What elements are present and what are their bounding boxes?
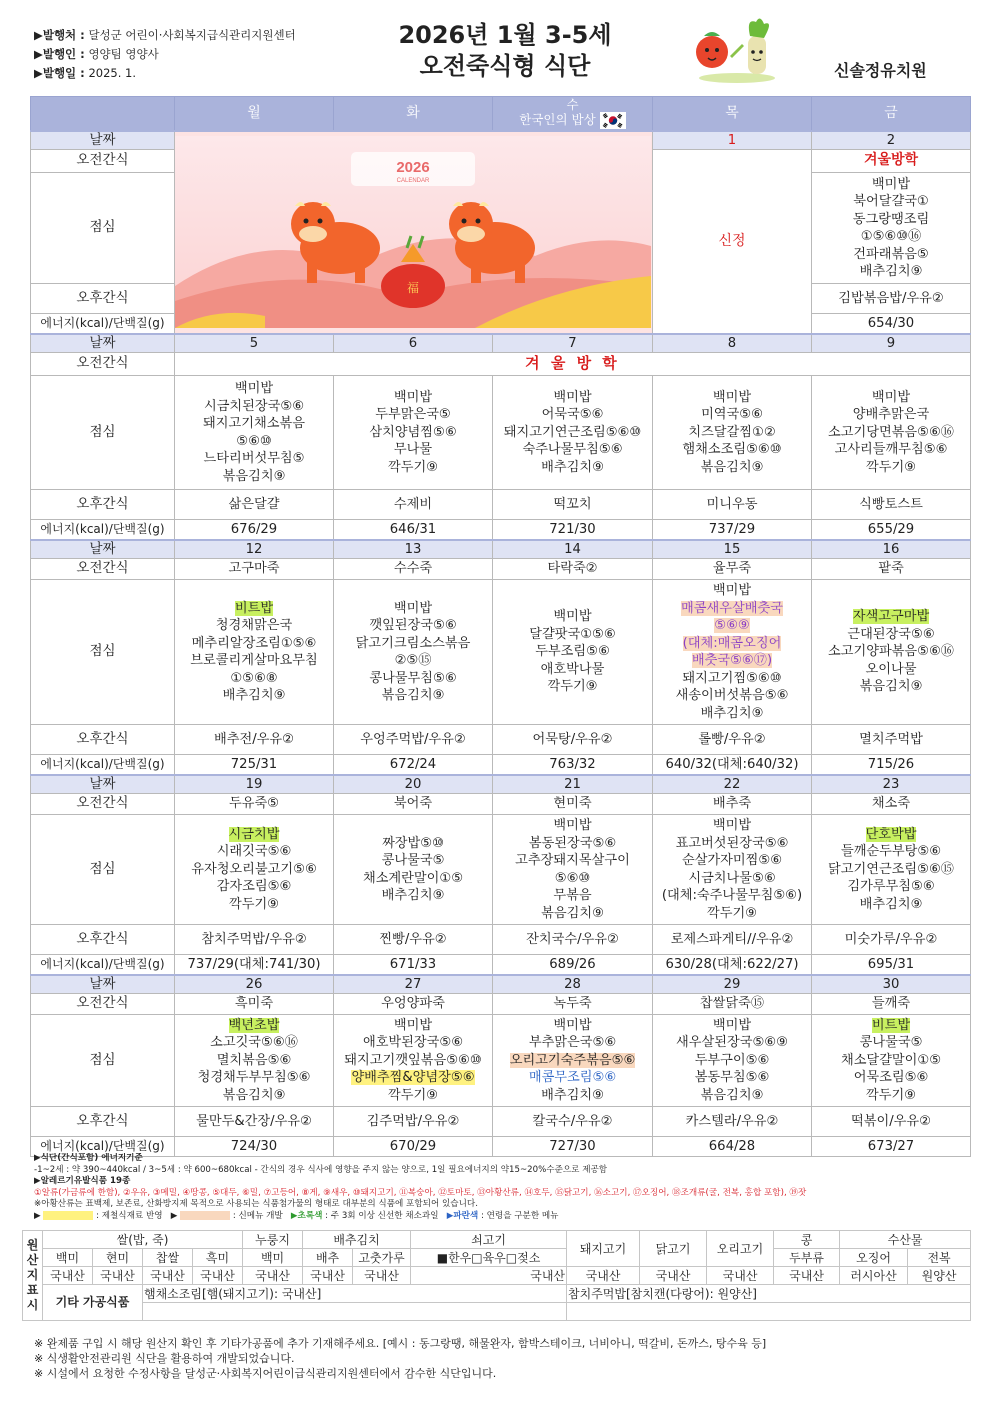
am-snack-cell: 두유죽⑤ [175, 794, 334, 815]
lunch-cell: 백미밥 부추맑은국⑤⑥ 오리고기숙주볶음⑤⑥ 매콤무조림⑤⑥ 배추김치⑨ [493, 1015, 653, 1107]
date-cell: 23 [812, 775, 971, 794]
lunch-cell: 백미밥 어묵국⑤⑥ 돼지고기연근조림⑤⑥⑩ 숙주나물무침⑤⑥ 배추김치⑨ [493, 376, 653, 490]
date-cell: 20 [334, 775, 493, 794]
day-tue: 화 [334, 97, 493, 131]
am-snack-cell: 찹쌀닭죽⑮ [653, 994, 812, 1015]
energy-cell: 727/30 [493, 1137, 653, 1157]
issue-date: 2025. 1. [88, 66, 136, 80]
am-snack-cell: 배추죽 [653, 794, 812, 815]
pm-snack-cell: 로제스파게티//우유② [653, 925, 812, 955]
day-mon: 월 [175, 97, 334, 131]
date-cell: 2 [812, 131, 971, 150]
lunch-cell: 백미밥 미역국⑤⑥ 치즈달갈찜①② 햄채소조림⑤⑥⑩ 볶음김치⑨ [653, 376, 812, 490]
am-snack-cell: 율무죽 [653, 559, 812, 580]
energy-cell: 664/28 [653, 1137, 812, 1157]
publisher: 달성군 어린이·사회복지급식관리지원센터 [88, 28, 296, 42]
cow-calendar-illustration [175, 136, 651, 328]
pm-snack-cell: 삶은달걀 [175, 490, 334, 520]
pm-snack-cell: 배추전/우유② [175, 725, 334, 755]
energy-cell: 763/32 [493, 755, 653, 775]
energy-cell: 676/29 [175, 520, 334, 540]
pm-snack-cell: 미숫가루/우유② [812, 925, 971, 955]
am-snack-cell: 우엉양파죽 [334, 994, 493, 1015]
holiday-newyear: 신정 [653, 150, 812, 334]
pm-snack-cell: 김밥볶음밥/우유② [812, 284, 971, 314]
date-cell: 28 [493, 975, 653, 994]
lunch-cell: 백미밥 북어달걀국① 동그랑땡조림 ①⑤⑥⑩⑯ 건파래볶음⑤ 배추김치⑨ [812, 173, 971, 284]
energy-cell: 673/27 [812, 1137, 971, 1157]
am-snack-cell: 타락죽② [493, 559, 653, 580]
am-snack-cell: 팥죽 [812, 559, 971, 580]
pm-snack-cell: 롤빵/우유② [653, 725, 812, 755]
energy-cell: 715/26 [812, 755, 971, 775]
svg-text:福: 福 [406, 281, 420, 295]
lunch-cell: 백미밥 두부맑은국⑤ 삼치양념찜⑤⑥ 무나물 깍두기⑨ [334, 376, 493, 490]
date-cell: 7 [493, 334, 653, 353]
energy-cell: 737/29 [653, 520, 812, 540]
am-snack-cell: 녹두죽 [493, 994, 653, 1015]
am-snack-cell: 채소죽 [812, 794, 971, 815]
pm-snack-cell: 어묵탕/우유② [493, 725, 653, 755]
energy-cell: 671/33 [334, 955, 493, 975]
date-cell: 30 [812, 975, 971, 994]
pm-snack-cell: 칼국수/우유② [493, 1107, 653, 1137]
pm-snack-cell: 카스텔라/우유② [653, 1107, 812, 1137]
energy-cell: 646/31 [334, 520, 493, 540]
energy-cell: 737/29(대체:741/30) [175, 955, 334, 975]
vegetable-mascot-icon [690, 16, 785, 84]
lunch-cell: 비트밥 청경채맑은국 메추리알장조림①⑤⑥ 브로콜리게살마요무침 ①⑤⑥⑧ 배추김치⑨ [175, 580, 334, 725]
pm-snack-cell: 찐빵/우유② [334, 925, 493, 955]
pm-snack-cell: 떡꼬치 [493, 490, 653, 520]
date-cell: 29 [653, 975, 812, 994]
lunch-cell: 짜장밥⑤⑩ 콩나물국⑤ 채소계란말이①⑤ 배추김치⑨ [334, 815, 493, 925]
date-cell: 9 [812, 334, 971, 353]
lunch-cell: 백년초밥 소고깃국⑤⑥⑯ 멸치볶음⑤⑥ 청경채두부무침⑤⑥ 볶음김치⑨ [175, 1015, 334, 1107]
energy-cell: 689/26 [493, 955, 653, 975]
swatch-yellow [43, 1211, 93, 1220]
date-cell: 12 [175, 540, 334, 559]
lunch-cell: 시금치밥 시래깃국⑤⑥ 유자청오리불고기⑤⑥ 감자조림⑤⑥ 깍두기⑨ [175, 815, 334, 925]
energy-cell: 640/32(대체:640/32) [653, 755, 812, 775]
date-cell: 8 [653, 334, 812, 353]
school-name: 신솔정유치원 [834, 61, 927, 80]
date-cell: 27 [334, 975, 493, 994]
am-snack-cell: 수수죽 [334, 559, 493, 580]
date-cell: 26 [175, 975, 334, 994]
lunch-cell: 백미밥 새우살된장국⑤⑥⑨ 두부구이⑤⑥ 봄동무침⑤⑥ 볶음김치⑨ [653, 1015, 812, 1107]
swatch-orange [180, 1211, 230, 1220]
menu-notes: ▶식단(간식포함) 에너지기준 -1~2세 : 약 390~440kcal / 3~5세 : 약 600~680kcal - 간식의 경우 식사에 영향을 주지 않는 양으로, 1일 필요에너지의 약15~20%수준으로 제공함 ▶알레르기유발식품 19종 ①알류(가금류에 한함), ②우유, ③메밀, ④땅콩, ⑤대두, ⑥밀, ⑦고등어, ⑧게, ⑨새우, ⑩돼지고기, ⑪복숭아, ⑫토마토, ⑬아황산류, ⑭호두, ⑮닭고기, ⑯소고기, ⑰오징어, ⑱조개류(굴, 전복, 홍합 포함), ⑲잣 ※아황산류는 표백제, 보존료, 산화방지제 목적으로 사용되는 식품첨가물의 형태로 대부분의 식품에 포함되어 있습니다. ▶ : 제철식재료 반영 ▶ : 신메뉴 개발 ▶초록색 : 주 3회 이상 신선한 채소과일 ▶파란색 : 연령을 구분한 메뉴 [34, 1153, 969, 1223]
energy-cell: 654/30 [812, 314, 971, 334]
lunch-cell: 백미밥 애호박된장국⑤⑥ 돼지고기깻잎볶음⑤⑥⑩ 양배추찜&양념장⑤⑥ 깍두기⑨ [334, 1015, 493, 1107]
pm-snack-cell: 물만두&간장/우유② [175, 1107, 334, 1137]
energy-cell: 721/30 [493, 520, 653, 540]
pm-snack-cell: 수제비 [334, 490, 493, 520]
day-fri: 금 [812, 97, 971, 131]
publish-info: ▶발행처 : 달성군 어린이·사회복지급식관리지원센터 ▶발행인 : 영양팀 영양사 ▶발행일 : 2025. 1. [34, 28, 296, 80]
lunch-cell: 백미밥 봄동된장국⑤⑥ 고추장돼지목살구이 ⑤⑥⑩ 무볶음 볶음김치⑨ [493, 815, 653, 925]
date-cell: 5 [175, 334, 334, 353]
origin-title: 원산지표시 [23, 1231, 43, 1321]
date-cell: 1 [653, 131, 812, 150]
pm-snack-cell: 김주먹밥/우유② [334, 1107, 493, 1137]
date-cell: 22 [653, 775, 812, 794]
date-cell: 13 [334, 540, 493, 559]
winter-break-label: 겨울방학 [812, 150, 971, 173]
menu-table: 월 화 수 한국인의 밥상 목 금 날짜 2026 CALENDAR 福 1 2 오전간식 신정 겨울방학 점심 백미밥 북어달걀국① 동그랑땡조림 ①⑤⑥⑩⑯ 건파래볶음⑤ 배추김치⑨ 오후간식 김밥볶음밥/우유② 에너지(kcal)/단백질(g) 654/30 날짜 5 6 7 8 9 오전간식 겨 울 방 학 점심 백미밥 시금치된장국⑤⑥ 돼지고기채소볶음 ⑤⑥⑩ 느타리버섯무침⑤ 볶음김치⑨ 백미밥 두부맑은국⑤ 삼치양념찜⑤⑥ 무나물 깍두기⑨ 백미밥 어묵국⑤⑥ 돼지고기연근조림⑤⑥⑩ 숙주나물무침⑤⑥ 배추김치⑨ 백미밥 미역국⑤⑥ 치즈달갈찜①② 햄채소조림⑤⑥⑩ 볶음김치⑨ 백미밥 양배추맑은국 소고기당면볶음⑤⑥⑯ 고사리들깨무침⑤⑥ 깍두기⑨ 오후간식 삶은달걀 수제비 떡꼬치 미니우동 식빵토스트 에너지(kcal)/단백질(g) 676/29 646/31 721/30 737/29 655/29 날짜 12 13 14 15 16 오전간식 고구마죽 수수죽 타락죽② 율무죽 팥죽 점심 비트밥 청경채맑은국 메추리알장조림①⑤⑥ 브로콜리게살마요무침 ①⑤⑥⑧ 배추김치⑨ 백미밥 깻잎된장국⑤⑥ 닭고기크림소스볶음 ②⑤⑮ 콩나물무침⑤⑥ 볶음김치⑨ 백미밥 달걀팟국①⑤⑥ 두부조림⑤⑥ 애호박나물 깍두기⑨ 백미밥 매콤새우살배춧국 ⑤⑥⑨ (대체:매콤오징어 배춧국⑤⑥⑰) 돼지고기찜⑤⑥⑩ 새송이버섯볶음⑤⑥ 배추김치⑨ 자색고구마밥 근대된장국⑤⑥ 소고기양파볶음⑤⑥⑯ 오이나물 볶음김치⑨ 오후간식 배추전/우유② 우엉주먹밥/우유② 어묵탕/우유② 롤빵/우유② 멸치주먹밥 에너지(kcal)/단백질(g) 725/31 672/24 763/32 640/32(대체:640/32) 715/26 날짜 19 20 21 22 23 오전간식 두유죽⑤ 북어죽 현미죽 배추죽 채소죽 점심 시금치밥 시래깃국⑤⑥ 유자청오리불고기⑤⑥ 감자조림⑤⑥ 깍두기⑨ 짜장밥⑤⑩ 콩나물국⑤ 채소계란말이①⑤ 배추김치⑨ 백미밥 봄동된장국⑤⑥ 고추장돼지목살구이 ⑤⑥⑩ 무볶음 볶음김치⑨ 백미밥 표고버섯된장국⑤⑥ 순살가자미찜⑤⑥ 시금치나물⑤⑥ (대체:숙주나물무침⑤⑥) 깍두기⑨ 단호박밥 들깨순두부탕⑤⑥ 닭고기연근조림⑤⑥⑮ 김가루무침⑤⑥ 배추김치⑨ 오후간식 참치주먹밥/우유② 찐빵/우유② 잔치국수/우유② 로제스파게티//우유② 미숫가루/우유② 에너지(kcal)/단백질(g) 737/29(대체:741/30) 671/33 689/26 630/28(대체:622/27) 695/31 날짜 26 27 28 29 30 오전간식 흑미죽 우엉양파죽 녹두죽 찹쌀닭죽⑮ 들깨죽 점심 백년초밥 소고깃국⑤⑥⑯ 멸치볶음⑤⑥ 청경채두부무침⑤⑥ 볶음김치⑨ 백미밥 애호박된장국⑤⑥ 돼지고기깻잎볶음⑤⑥⑩ 양배추찜&양념장⑤⑥ 깍두기⑨ 백미밥 부추맑은국⑤⑥ 오리고기숙주볶음⑤⑥ 매콤무조림⑤⑥ 배추김치⑨ 백미밥 새우살된장국⑤⑥⑨ 두부구이⑤⑥ 봄동무침⑤⑥ 볶음김치⑨ 비트밥 콩나물국⑤ 채소달걀말이①⑤ 어묵조림⑤⑥ 깍두기⑨ 오후간식 물만두&간장/우유② 김주먹밥/우유② 칼국수/우유② 카스텔라/우유② 떡볶이/우유② 에너지(kcal)/단백질(g) 724/30 670/29 727/30 664/28 673/27 [30, 96, 971, 1157]
energy-cell: 670/29 [334, 1137, 493, 1157]
allergen-list: ①알류(가금류에 한함), ②우유, ③메밀, ④땅콩, ⑤대두, ⑥밀, ⑦고등어, ⑧게, ⑨새우, ⑩돼지고기, ⑪복숭아, ⑫토마토, ⑬아황산류, ⑭호두, ⑮닭고기, ⑯소고기, ⑰오징어, ⑱조개류(굴, 전복, 홍합 포함), ⑲잣 [34, 1187, 807, 1198]
am-snack-cell: 흑미죽 [175, 994, 334, 1015]
date-cell: 14 [493, 540, 653, 559]
lunch-cell: 백미밥 매콤새우살배춧국 ⑤⑥⑨ (대체:매콤오징어 배춧국⑤⑥⑰) 돼지고기찜⑤⑥⑩ 새송이버섯볶음⑤⑥ 배추김치⑨ [653, 580, 812, 725]
winter-break-banner: 겨 울 방 학 [175, 353, 971, 376]
date-cell: 15 [653, 540, 812, 559]
day-thu: 목 [653, 97, 812, 131]
lunch-cell: 백미밥 양배추맑은국 소고기당면볶음⑤⑥⑯ 고사리들깨무침⑤⑥ 깍두기⑨ [812, 376, 971, 490]
energy-cell: 672/24 [334, 755, 493, 775]
korean-flag-icon [600, 112, 626, 129]
issuer: 영양팀 영양사 [88, 47, 159, 61]
energy-cell: 630/28(대체:622/27) [653, 955, 812, 975]
day-wed: 수 한국인의 밥상 [493, 97, 653, 131]
lunch-cell: 백미밥 표고버섯된장국⑤⑥ 순살가자미찜⑤⑥ 시금치나물⑤⑥ (대체:숙주나물무침⑤⑥) 깍두기⑨ [653, 815, 812, 925]
energy-cell: 695/31 [812, 955, 971, 975]
lunch-cell: 백미밥 시금치된장국⑤⑥ 돼지고기채소볶음 ⑤⑥⑩ 느타리버섯무침⑤ 볶음김치⑨ [175, 376, 334, 490]
footer-notes: ※ 완제품 구입 시 해당 원산지 확인 후 기타가공품에 추가 기재해주세요. [예시 : 동그랑땡, 해물완자, 함박스테이크, 너비아니, 떡갈비, 돈까스, 탕수육 등] ※ 식생활안전관리원 식단을 활용하여 개발되었습니다. ※ 시설에서 요청한 수정사항을 달성군·사회복지어린이급식관리지원센터에서 감수한 식단입니다. [34, 1337, 767, 1380]
am-snack-cell: 북어죽 [334, 794, 493, 815]
banner-calendar: CALENDAR [396, 178, 430, 184]
energy-cell: 725/31 [175, 755, 334, 775]
lunch-cell: 백미밥 달걀팟국①⑤⑥ 두부조림⑤⑥ 애호박나물 깍두기⑨ [493, 580, 653, 725]
lunch-cell: 자색고구마밥 근대된장국⑤⑥ 소고기양파볶음⑤⑥⑯ 오이나물 볶음김치⑨ [812, 580, 971, 725]
pm-snack-cell: 떡볶이/우유② [812, 1107, 971, 1137]
pm-snack-cell: 참치주먹밥/우유② [175, 925, 334, 955]
lunch-cell: 백미밥 깻잎된장국⑤⑥ 닭고기크림소스볶음 ②⑤⑮ 콩나물무침⑤⑥ 볶음김치⑨ [334, 580, 493, 725]
am-snack-cell: 현미죽 [493, 794, 653, 815]
lunch-cell: 단호박밥 들깨순두부탕⑤⑥ 닭고기연근조림⑤⑥⑮ 김가루무침⑤⑥ 배추김치⑨ [812, 815, 971, 925]
pm-snack-cell: 멸치주먹밥 [812, 725, 971, 755]
pm-snack-cell: 잔치국수/우유② [493, 925, 653, 955]
pm-snack-cell: 미니우동 [653, 490, 812, 520]
date-cell: 19 [175, 775, 334, 794]
page-title: 2026년 1월 3-5세 오전죽식형 식단 [398, 21, 612, 80]
banner-year: 2026 [396, 159, 430, 176]
origin-table: 원산지표시 쌀(밥, 죽) 누룽지 배추김치 쇠고기 돼지고기 닭고기 오리고기 콩 수산물 백미 현미 찹쌀 흑미 백미 배추 고춧가루 ■한우□육우□젖소 두부류 오징어 전복 국내산 국내산 국내산 국내산 국내산 국내산 국내산 국내산 국내산 국내산 국내산 국내산 러시아산 원양산 기타 가공식품 햄채소조림[햄(돼지고기): 국내산] 참치주먹밥[참치캔(다랑어): 원양산] [22, 1230, 971, 1321]
energy-cell: 655/29 [812, 520, 971, 540]
pm-snack-cell: 우엉주먹밥/우유② [334, 725, 493, 755]
new-year-banner [175, 131, 653, 334]
energy-cell: 724/30 [175, 1137, 334, 1157]
date-cell: 16 [812, 540, 971, 559]
am-snack-cell: 고구마죽 [175, 559, 334, 580]
am-snack-cell: 들깨죽 [812, 994, 971, 1015]
date-cell: 6 [334, 334, 493, 353]
lunch-cell: 비트밥 콩나물국⑤ 채소달걀말이①⑤ 어묵조림⑤⑥ 깍두기⑨ [812, 1015, 971, 1107]
date-cell: 21 [493, 775, 653, 794]
corner-header [31, 97, 175, 131]
pm-snack-cell: 식빵토스트 [812, 490, 971, 520]
